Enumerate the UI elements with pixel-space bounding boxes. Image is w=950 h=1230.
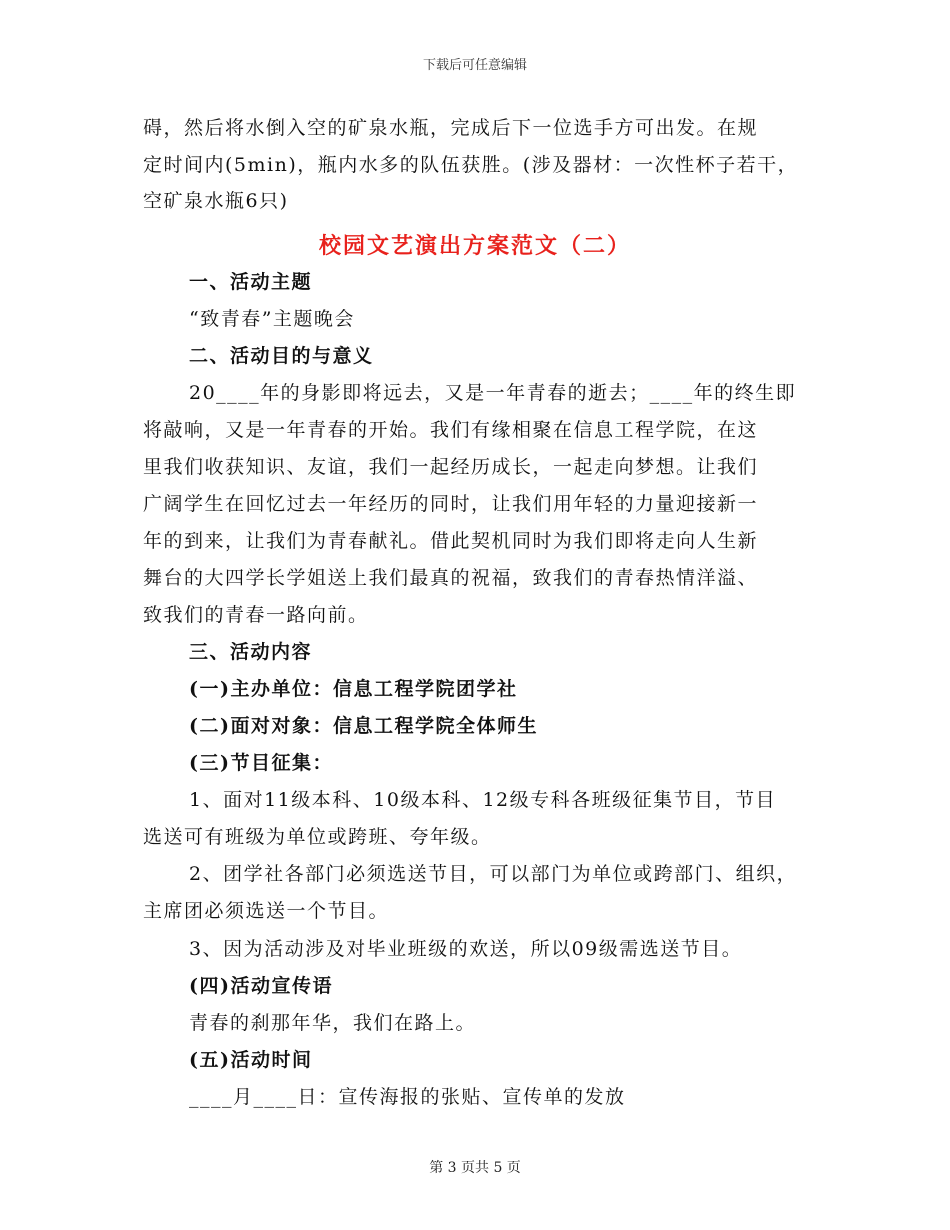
list-item-1-continued: 选送可有班级为单位或跨班、夸年级。 — [143, 826, 492, 848]
slogan-text: 青春的刹那年华，我们在路上。 — [189, 1012, 477, 1034]
paragraph-line: 年的到来，让我们为青春献礼。借此契机同时为我们即将走向人生新 — [143, 530, 759, 552]
list-item-2-continued: 主席团必须选送一个节目。 — [143, 900, 390, 922]
paragraph-line: 将敲响，又是一年青春的开始。我们有缘相聚在信息工程学院，在这 — [143, 419, 759, 441]
section-heading-3: 三、活动内容 — [189, 641, 313, 663]
paragraph-line: 里我们收获知识、友谊，我们一起经历成长，一起走向梦想。让我们 — [143, 456, 759, 478]
paragraph-line: 广阔学生在回忆过去一年经历的同时，让我们用年轻的力量迎接新一 — [143, 493, 759, 515]
list-item-1: 1、面对11级本科、10级本科、12级专科各班级征集节目，节目 — [189, 789, 777, 811]
page-header: 下载后可任意编辑 — [422, 58, 527, 73]
paragraph-line: 致我们的青春一路向前。 — [143, 604, 369, 626]
page-footer: 第 3 页共 5 页 — [429, 1160, 521, 1176]
section-heading-2: 二、活动目的与意义 — [189, 345, 374, 367]
subsection-program-collection: (三)节目征集： — [189, 752, 333, 774]
subsection-audience: (二)面对对象：信息工程学院全体师生 — [189, 715, 538, 737]
continuation-line-2: 定时间内(5min)，瓶内水多的队伍获胜。(涉及器材：一次性杯子若干， — [143, 154, 799, 176]
subsection-time: (五)活动时间 — [189, 1049, 313, 1071]
continuation-line-3: 空矿泉水瓶6只) — [143, 190, 289, 212]
subsection-organizer: (一)主办单位：信息工程学院团学社 — [189, 678, 518, 700]
paragraph-line: 20____年的身影即将远去，又是一年青春的逝去；____年的终生即 — [189, 382, 797, 404]
section-heading-1: 一、活动主题 — [189, 271, 313, 293]
subsection-slogan: (四)活动宣传语 — [189, 975, 333, 997]
continuation-line-1: 碍，然后将水倒入空的矿泉水瓶，完成后下一位选手方可出发。在规 — [143, 117, 759, 139]
list-item-2: 2、团学社各部门必须选送节目，可以部门为单位或跨部门、组织， — [189, 863, 798, 885]
list-item-3: 3、因为活动涉及对毕业班级的欢送，所以09级需选送节目。 — [189, 938, 743, 960]
schedule-line-1: ____月____日：宣传海报的张贴、宣传单的发放 — [189, 1086, 626, 1108]
document-title: 校园文艺演出方案范文（二） — [318, 233, 631, 259]
theme-text: “致青春”主题晚会 — [189, 308, 355, 330]
paragraph-line: 舞台的大四学长学姐送上我们最真的祝福，致我们的青春热情洋溢、 — [143, 567, 759, 589]
